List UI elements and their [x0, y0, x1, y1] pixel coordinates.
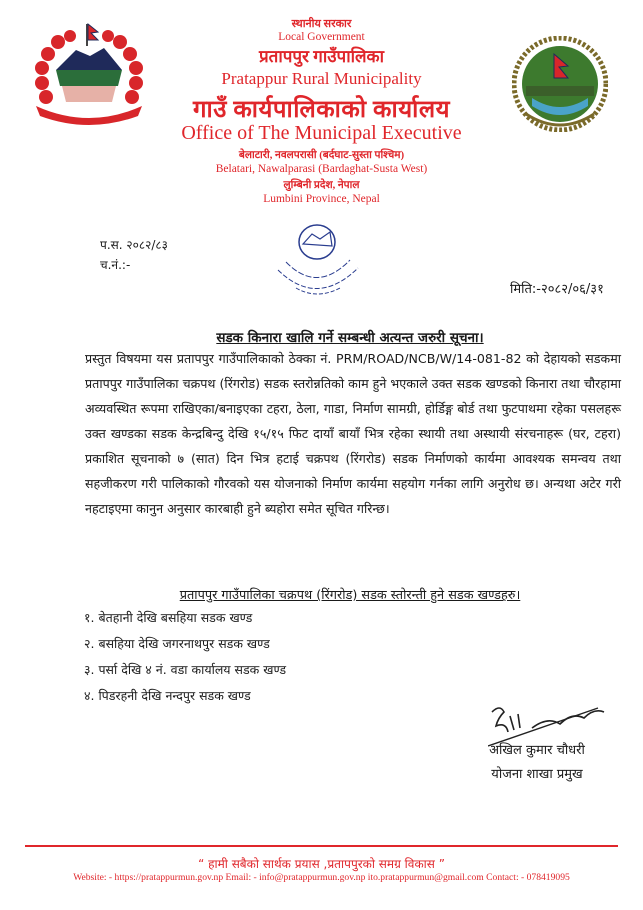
- list-item: ३. पर्सा देखि ४ नं. वडा कार्यालय सडक खण्ड: [84, 662, 287, 677]
- segments-title: [80, 585, 620, 603]
- office-name-en: Office of The Municipal Executive: [181, 122, 462, 144]
- list-item: १. बेतहानी देखि बसहिया सडक खण्ड: [84, 610, 253, 625]
- address-en: Belatari, Nawalparasi (Bardaghat-Susta West): [215, 163, 428, 175]
- footer-contact: Website: - https://pratappurmun.gov.np Email: - info@pratappurmun.gov.np ito.pratappurmun@gmail.com Contact: - 078419095: [73, 872, 570, 883]
- list-item: ४. पिडरहनी देखि नन्दपुर सडक खण्ड: [84, 688, 251, 703]
- office-stamp-icon: [270, 222, 365, 300]
- segments-title-text: प्रतापपुर गाउँपालिका चक्रपथ (रिंगरोड) सडक स्तोरन्ती हुने सडक खण्डहरु।: [179, 588, 521, 603]
- dispatch-number: च.नं.:-: [100, 258, 131, 272]
- footer-divider: [25, 845, 500, 847]
- pratappur-municipality-seal-icon: [512, 36, 608, 132]
- signatory-name: अखिल कुमार चौधरी: [489, 743, 585, 758]
- province-en: Lumbini Province, Nepal: [263, 193, 380, 205]
- road-segments-list: [84, 605, 286, 709]
- local-government-en: Local Government: [278, 31, 365, 43]
- notice-subject: [80, 328, 620, 346]
- letter-date: मिति:-२०८२/०६/३१: [510, 282, 604, 297]
- municipality-name-en: Pratappur Rural Municipality: [221, 69, 422, 88]
- footer-slogan: “ हामी सबैको सार्थक प्रयास ,प्रतापपुरको समग्र विकास ”: [198, 857, 445, 871]
- local-government-np: स्थानीय सरकार: [291, 18, 352, 30]
- list-item: २. बसहिया देखि जगरनाथपुर सडक खण्ड: [84, 636, 270, 651]
- letter-number: प.स. २०८२/८३: [100, 238, 168, 252]
- signatory-role: योजना शाखा प्रमुख: [491, 767, 583, 782]
- address-np: बेलाटारी, नवलपरासी (बर्दघाट-सुस्ता पश्चिम): [238, 150, 405, 161]
- notice-subject-text: सडक किनारा खालि गर्ने सम्बन्धी अत्यन्त जरुरी सूचना।: [216, 330, 484, 346]
- notice-body: प्रस्तुत विषयमा यस प्रतापपुर गाउँपालिकाको ठेक्का नं. PRM/ROAD/NCB/W/14-081-82 को देहायको सडकमा प्रतापपुर गाउँपालिका चक्रपथ (रिंगरोड) सडक स्तरोन्नतिको काम हुने भएकाले उक्त सडक खण्डको किनारा तथा चौरहामा अव्यवस्थित रूपमा राखिएका/बनाइएका टहरा, ठेला, गाडा, निर्माण सामग्री, होर्डिङ्ग बोर्ड तथा फुटपाथमा रहेका पसलहरू उक्त खण्डका सडक केन्द्रबिन्दु देखि १५/१५ फिट दायाँ बायाँ भित्र रहेका स्थायी तथा अस्थायी संरचनाहरू (घर, टहरा) प्रकाशित सूचनाको ७ (सात) दिन भित्र हटाई चक्रपथ (रिंगरोड) सडक निर्माणको कार्यमा आवश्यक समन्वय तथा सहजीकरण गरी पालिकाको गौरवको यस योजनाको निर्माण कार्यमा सहयोग गर्नका लागि अनुरोध छ। अन्यथा अटेर गरी नहटाइएमा कानुन अनुसार कारबाही हुने ब्यहोरा समेत सूचित गरिन्छ।: [85, 351, 621, 516]
- office-name-np: गाउँ कार्यपालिकाको कार्यालय: [192, 97, 451, 123]
- municipality-name-np: प्रतापपुर गाउँपालिका: [258, 47, 385, 66]
- province-np: लुम्बिनी प्रदेश, नेपाल: [283, 180, 360, 191]
- footer-divider: [500, 845, 618, 847]
